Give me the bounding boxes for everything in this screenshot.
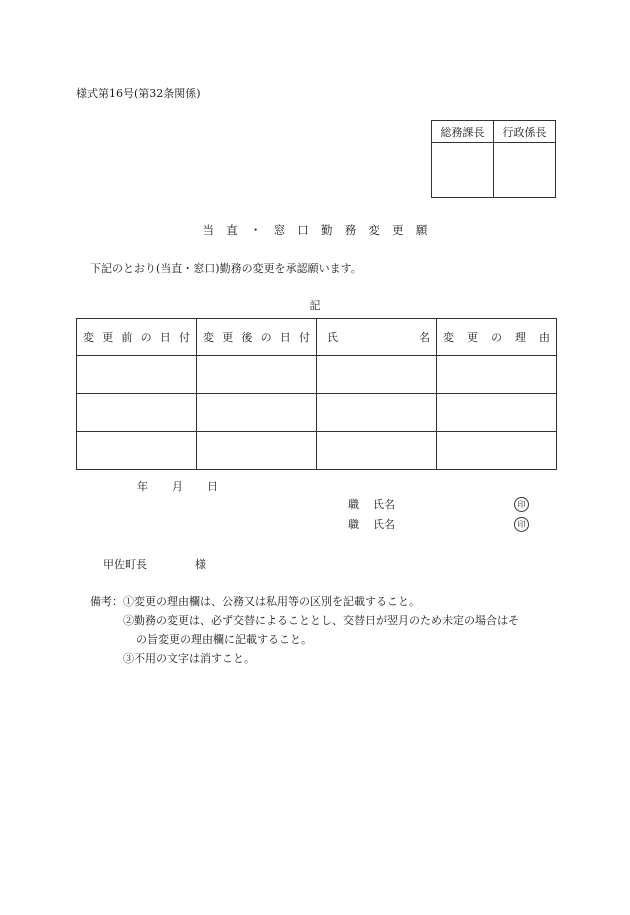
cell-before-date[interactable] bbox=[77, 356, 197, 394]
cell-after-date[interactable] bbox=[197, 356, 317, 394]
cell-name[interactable] bbox=[317, 356, 437, 394]
addressee-honorific: 様 bbox=[195, 558, 206, 571]
seal-icon: 印 bbox=[514, 517, 529, 532]
cell-name[interactable] bbox=[317, 394, 437, 432]
intro-text: 下記のとおり(当直・窓口)勤務の変更を承認願います。 bbox=[90, 262, 362, 275]
seal-icon: 印 bbox=[514, 497, 529, 512]
cell-after-date[interactable] bbox=[197, 432, 317, 470]
date-day-label: 日 bbox=[207, 480, 218, 493]
approval-stamp-box bbox=[431, 120, 556, 198]
header-reason: 変 更 の 理 由 bbox=[437, 319, 557, 356]
cell-reason[interactable] bbox=[437, 356, 557, 394]
change-table bbox=[76, 318, 557, 470]
note-item: の旨変更の理由欄に記載すること。 bbox=[136, 633, 312, 646]
stamp-header-somu: 総務課長 bbox=[432, 121, 494, 143]
ki-label: 記 bbox=[309, 299, 321, 312]
table-row bbox=[77, 432, 557, 470]
note-item: ③不用の文字は消すこと。 bbox=[123, 652, 255, 665]
cell-after-date[interactable] bbox=[197, 394, 317, 432]
cell-reason[interactable] bbox=[437, 394, 557, 432]
form-number: 様式第16号(第32条関係) bbox=[76, 87, 201, 100]
header-name: 氏 名 bbox=[317, 319, 437, 356]
applicant-2-shoku: 職 bbox=[348, 518, 359, 531]
stamp-header-gyosei: 行政係長 bbox=[494, 121, 556, 143]
applicant-2-name-label: 氏名 bbox=[373, 518, 395, 531]
note-item: ②勤務の変更は、必ず交替によることとし、交替日が翌月のため未定の場合はそ bbox=[123, 614, 519, 627]
stamp-cell-gyosei[interactable] bbox=[494, 143, 556, 198]
table-row bbox=[77, 356, 557, 394]
header-before-date: 変 更 前 の 日 付 bbox=[77, 319, 197, 356]
stamp-cell-somu[interactable] bbox=[432, 143, 494, 198]
cell-before-date[interactable] bbox=[77, 394, 197, 432]
document-title: 当 直 ・ 窓 口 勤 務 変 更 願 bbox=[202, 223, 428, 237]
date-month-label: 月 bbox=[172, 480, 183, 493]
date-year-label: 年 bbox=[137, 480, 148, 493]
cell-before-date[interactable] bbox=[77, 432, 197, 470]
addressee-name: 甲佐町長 bbox=[103, 558, 147, 571]
cell-reason[interactable] bbox=[437, 432, 557, 470]
note-item: ①変更の理由欄は、公務又は私用等の区別を記載すること。 bbox=[123, 595, 420, 608]
cell-name[interactable] bbox=[317, 432, 437, 470]
table-row bbox=[77, 394, 557, 432]
applicant-1-name-label: 氏名 bbox=[373, 498, 395, 511]
applicant-1-shoku: 職 bbox=[348, 498, 359, 511]
notes-label: 備考： bbox=[90, 595, 123, 608]
notes-list bbox=[123, 592, 519, 668]
header-after-date: 変 更 後 の 日 付 bbox=[197, 319, 317, 356]
